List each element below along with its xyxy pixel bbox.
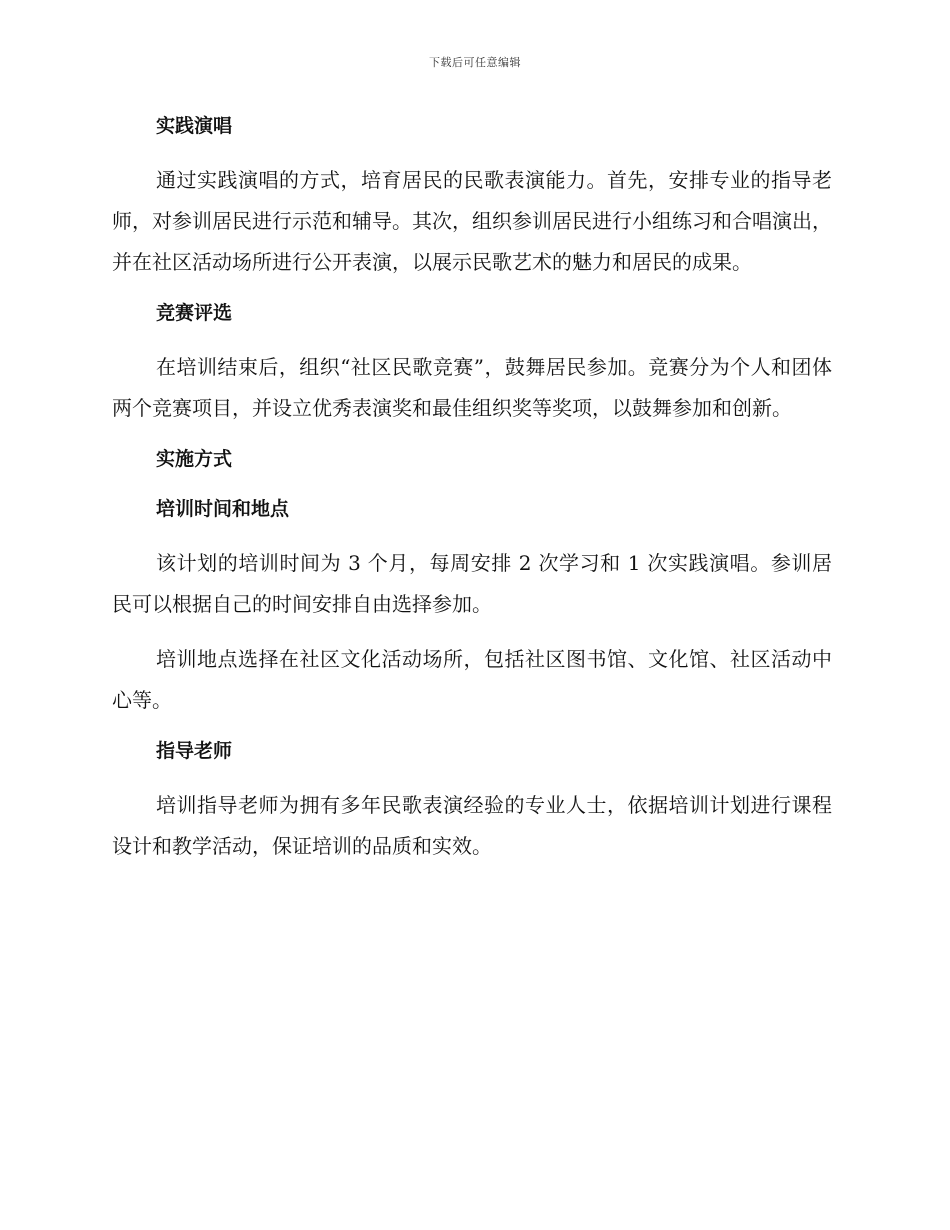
paragraph-training-time: 该计划的培训时间为 3 个月，每周安排 2 次学习和 1 次实践演唱。参训居民可以根据自己的时间安排自由选择参加。 (112, 551, 832, 616)
heading-instructors: 指导老师 (156, 740, 233, 762)
heading-practice-singing: 实践演唱 (156, 115, 233, 137)
heading-time-and-place: 培训时间和地点 (156, 498, 290, 520)
page-header-note: 下载后可任意编辑 (429, 56, 521, 69)
document-body (112, 110, 832, 881)
paragraph-competition: 在培训结束后，组织“社区民歌竞赛”，鼓舞居民参加。竞赛分为个人和团体两个竞赛项目，并设立优秀表演奖和最佳组织奖等奖项，以鼓舞参加和创新。 (112, 355, 832, 420)
heading-competition: 竞赛评选 (156, 302, 233, 324)
paragraph-practice-singing: 通过实践演唱的方式，培育居民的民歌表演能力。首先，安排专业的指导老师，对参训居民进行示范和辅导。其次，组织参训居民进行小组练习和合唱演出，并在社区活动场所进行公开表演，以展示民歌艺术的魅力和居民的成果。 (112, 168, 832, 274)
heading-implementation: 实施方式 (156, 448, 233, 470)
paragraph-training-place: 培训地点选择在社区文化活动场所，包括社区图书馆、文化馆、社区活动中心等。 (112, 647, 832, 712)
paragraph-instructors: 培训指导老师为拥有多年民歌表演经验的专业人士，依据培训计划进行课程设计和教学活动，保证培训的品质和实效。 (112, 793, 832, 858)
